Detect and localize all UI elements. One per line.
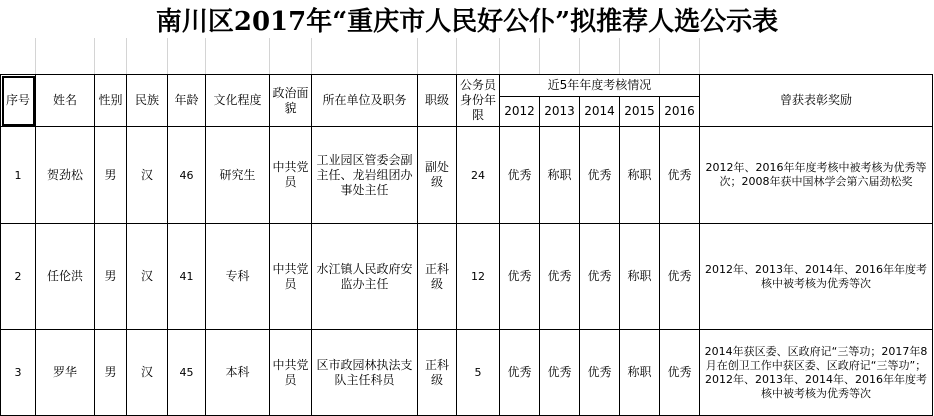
cell-ethnicity[interactable]: 汉 xyxy=(127,224,168,330)
cell-2014[interactable]: 优秀 xyxy=(580,224,620,330)
header-name: 姓名 xyxy=(36,75,95,127)
cell-gender[interactable]: 男 xyxy=(95,127,127,224)
cell-gender[interactable]: 男 xyxy=(95,330,127,416)
cell-education[interactable]: 专科 xyxy=(206,224,270,330)
table-row xyxy=(1,127,933,224)
cell-rank[interactable]: 副处级 xyxy=(418,127,457,224)
cell-2013[interactable]: 优秀 xyxy=(540,330,580,416)
cell-2016[interactable]: 优秀 xyxy=(660,224,700,330)
cell-political[interactable]: 中共党员 xyxy=(270,224,312,330)
cell-2013[interactable]: 称职 xyxy=(540,127,580,224)
cell-seq[interactable]: 1 xyxy=(1,127,36,224)
cell-years[interactable]: 5 xyxy=(457,330,500,416)
cell-2015[interactable]: 称职 xyxy=(620,224,660,330)
cell-unit[interactable]: 水江镇人民政府安监办主任 xyxy=(312,224,418,330)
cell-2015[interactable]: 称职 xyxy=(620,127,660,224)
cell-2014[interactable]: 优秀 xyxy=(580,330,620,416)
header-education: 文化程度 xyxy=(206,75,270,127)
cell-name[interactable]: 罗华 xyxy=(36,330,95,416)
cell-2013[interactable]: 优秀 xyxy=(540,224,580,330)
header-ethnicity: 民族 xyxy=(127,75,168,127)
header-2013: 2013 xyxy=(540,97,580,127)
header-2016: 2016 xyxy=(660,97,700,127)
cell-age[interactable]: 45 xyxy=(168,330,206,416)
header-political: 政治面貌 xyxy=(270,75,312,127)
header-rank: 职级 xyxy=(418,75,457,127)
cell-political[interactable]: 中共党员 xyxy=(270,330,312,416)
cell-education[interactable]: 研究生 xyxy=(206,127,270,224)
cell-rank[interactable]: 正科级 xyxy=(418,330,457,416)
cell-unit[interactable]: 区市政园林执法支队主任科员 xyxy=(312,330,418,416)
cell-awards[interactable]: 2012年、2013年、2014年、2016年年度考核中被考核为优秀等次 xyxy=(700,224,933,330)
cell-age[interactable]: 46 xyxy=(168,127,206,224)
cell-ethnicity[interactable]: 汉 xyxy=(127,127,168,224)
header-years: 公务员身份年限 xyxy=(457,75,500,127)
header-2014: 2014 xyxy=(580,97,620,127)
header-unit: 所在单位及职务 xyxy=(312,75,418,127)
cell-awards[interactable]: 2012年、2016年年度考核中被考核为优秀等次；2008年获中国林学会第六届劲松奖 xyxy=(700,127,933,224)
cell-2012[interactable]: 优秀 xyxy=(500,330,540,416)
cell-2012[interactable]: 优秀 xyxy=(500,224,540,330)
header-gender: 性别 xyxy=(95,75,127,127)
header-assessment-group: 近5年年度考核情况 xyxy=(500,75,700,97)
cell-2015[interactable]: 称职 xyxy=(620,330,660,416)
cell-years[interactable]: 12 xyxy=(457,224,500,330)
header-2015: 2015 xyxy=(620,97,660,127)
cell-education[interactable]: 本科 xyxy=(206,330,270,416)
blank-grid-row xyxy=(0,38,934,74)
cell-political[interactable]: 中共党员 xyxy=(270,127,312,224)
cell-rank[interactable]: 正科级 xyxy=(418,224,457,330)
header-awards: 曾获表彰奖励 xyxy=(700,75,933,127)
cell-2016[interactable]: 优秀 xyxy=(660,330,700,416)
cell-name[interactable]: 任伦洪 xyxy=(36,224,95,330)
page-title: 南川区2017年“重庆市人民好公仆”拟推荐人选公示表 xyxy=(155,6,779,37)
cell-age[interactable]: 41 xyxy=(168,224,206,330)
cell-ethnicity[interactable]: 汉 xyxy=(127,330,168,416)
cell-name[interactable]: 贺劲松 xyxy=(36,127,95,224)
cell-seq[interactable]: 2 xyxy=(1,224,36,330)
cell-2014[interactable]: 优秀 xyxy=(580,127,620,224)
header-seq[interactable]: 序号 xyxy=(1,75,36,127)
cell-years[interactable]: 24 xyxy=(457,127,500,224)
cell-2016[interactable]: 优秀 xyxy=(660,127,700,224)
cell-awards[interactable]: 2014年获区委、区政府记“三等功；2017年8月在创卫工作中获区委、区政府记“三等功”；2012年、2013年、2014年、2016年年度考核中被考核为优秀等次 xyxy=(700,330,933,416)
cell-seq[interactable]: 3 xyxy=(1,330,36,416)
nominee-table xyxy=(0,74,933,416)
cell-unit[interactable]: 工业园区管委会副主任、龙岩组团办事处主任 xyxy=(312,127,418,224)
table-row xyxy=(1,330,933,416)
table-row xyxy=(1,224,933,330)
header-2012: 2012 xyxy=(500,97,540,127)
cell-gender[interactable]: 男 xyxy=(95,224,127,330)
header-age: 年龄 xyxy=(168,75,206,127)
cell-2012[interactable]: 优秀 xyxy=(500,127,540,224)
